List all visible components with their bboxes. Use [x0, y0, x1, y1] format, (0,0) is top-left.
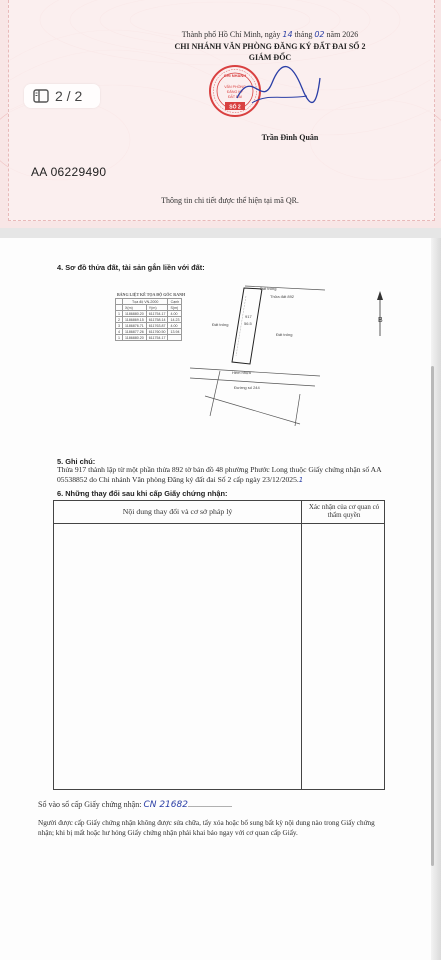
- section-5-title: 5. Ghi chú:: [57, 457, 96, 466]
- north-arrow: [377, 291, 383, 336]
- changes-col-content: Nội dung thay đổi và cơ sở pháp lý: [122, 507, 233, 516]
- coord-row: 3 1186876.71 611763.87 4.00: [116, 323, 182, 329]
- date-month-label: tháng: [294, 30, 313, 39]
- parcel-no-label: 917: [245, 314, 252, 319]
- signer-role: GIÁM ĐỐC: [248, 53, 292, 62]
- note-text: [57, 465, 387, 485]
- scrollbar[interactable]: [431, 366, 434, 866]
- svg-text:ĐĂNG KÝ: ĐĂNG KÝ: [226, 90, 244, 94]
- signer-name: Trần Đình Quân: [261, 133, 319, 142]
- plan-label: Đất trống: [212, 322, 229, 327]
- plan-label: Thửa đất 892: [270, 294, 295, 299]
- registry-label: Sổ vào sổ cấp Giấy chứng nhận:: [38, 800, 142, 809]
- coord-subheader-cell: X(m): [123, 305, 147, 311]
- north-label: B: [378, 317, 383, 324]
- coord-row: 4 1186877.26 611760.50 13.94: [116, 329, 182, 335]
- svg-text:SỐ 2: SỐ 2: [229, 104, 241, 111]
- parcel-area-label: 56.5: [244, 321, 252, 326]
- svg-text:ĐẤT ĐAI: ĐẤT ĐAI: [227, 95, 243, 99]
- changes-table: [53, 500, 385, 790]
- coord-row: 2 1186869.15 611758.14 14.23: [116, 317, 182, 323]
- svg-text:CHI NHÁNH: CHI NHÁNH: [223, 73, 247, 78]
- coord-header-cell: Cạnh: [168, 299, 182, 305]
- note-body: Thửa 917 thành lập từ một phần thửa 892 tờ bản đồ 48 phường Phước Long thuộc Giấy chứng nhận số AA 05538852 do Chi nhánh Văn phòng Đăng ký đất đai Số 2 cấp ngày 23/12/2025.: [57, 465, 382, 484]
- note-handwritten-mark: 1: [298, 475, 304, 484]
- handwritten-signature: [232, 58, 322, 118]
- plan-label: Đất trống: [276, 332, 293, 337]
- date-prefix: Thành phố Hồ Chí Minh, ngày: [181, 30, 281, 39]
- plan-label: Đất trống: [260, 286, 277, 291]
- footer-note: Người được cấp Giấy chứng nhận không được sửa chữa, tẩy xóa hoặc bổ sung bất kỳ nội dung nào trong Giấy chứng nhận; khi bị mất hoặc hư hỏng Giấy chứng nhận phải khai báo ngay với cơ quan cấp Giấy.: [38, 819, 375, 837]
- page-indicator-label: 2 / 2: [55, 88, 83, 104]
- certificate-serial: AA 06229490: [31, 165, 107, 179]
- changes-col-confirmation: Xác nhận của cơ quan có thẩm quyền: [308, 503, 380, 519]
- coord-header-cell: Tọa độ VN-2000: [123, 299, 168, 305]
- page-separator: [0, 228, 441, 238]
- coord-table-title: BẢNG LIỆT KÊ TỌA ĐỘ GÓC RANH: [117, 292, 186, 297]
- section-4-title: 4. Sơ đồ thửa đất, tài sản gắn liền với đất:: [57, 263, 205, 272]
- date-year: năm 2026: [326, 30, 359, 39]
- coord-subheader-cell: Y(m): [146, 305, 168, 311]
- registry-line: [38, 800, 232, 810]
- issue-date-line: [160, 30, 380, 39]
- date-day: 14: [282, 30, 293, 39]
- plan-label: Hẻm nhựa: [232, 370, 251, 375]
- changes-table-header-line: [54, 523, 384, 524]
- svg-text:VĂN PHÒNG: VĂN PHÒNG: [224, 85, 246, 89]
- coord-row: 1 1186880.20 611754.17: [116, 335, 182, 341]
- plan-label: Đường số 244: [234, 385, 260, 390]
- pages-icon: [33, 89, 49, 103]
- changes-table-divider: [301, 501, 302, 789]
- certificate-page-1: [0, 0, 441, 228]
- parcel-plan-diagram: [150, 276, 410, 446]
- coord-subheader-cell: S(m): [168, 305, 182, 311]
- page-indicator[interactable]: [24, 84, 100, 108]
- registry-value: CN 21682: [143, 800, 188, 810]
- issuing-office: CHI NHÁNH VĂN PHÒNG ĐĂNG KÝ ĐẤT ĐAI SỐ 2: [174, 42, 366, 51]
- coord-row: 1 1186880.20 611754.17 4.00: [116, 311, 182, 317]
- certificate-page-2: [0, 238, 441, 960]
- date-month: 02: [314, 30, 325, 39]
- registry-dots: ......................: [187, 800, 232, 809]
- section-6-title: 6. Những thay đổi sau khi cấp Giấy chứng nhận:: [57, 489, 228, 498]
- qr-note: Thông tin chi tiết được thể hiện tại mã QR.: [161, 196, 299, 205]
